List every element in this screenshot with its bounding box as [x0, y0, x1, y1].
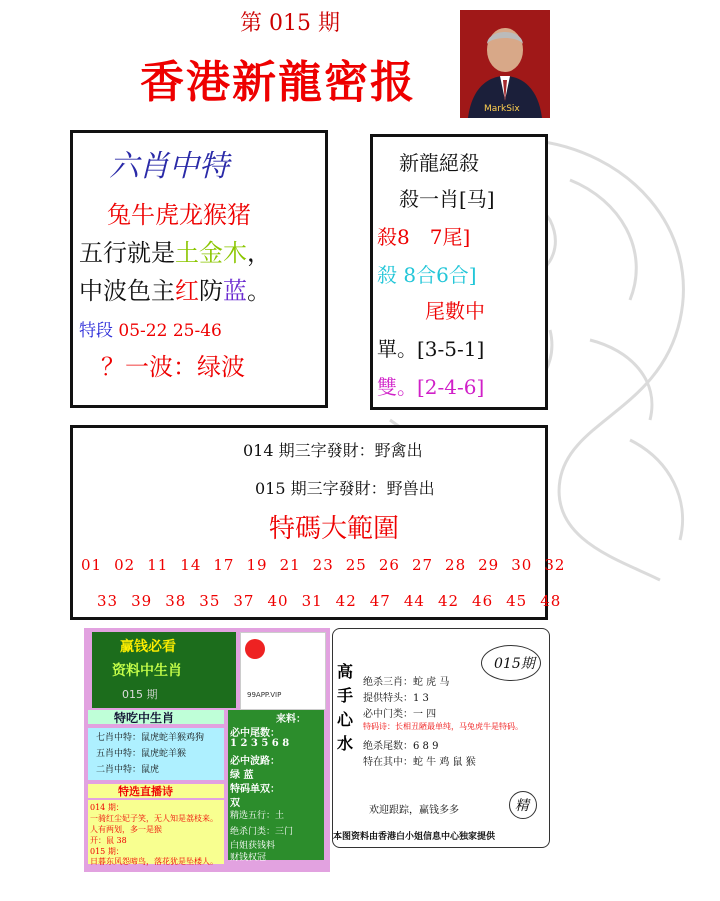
- range-number: 30: [511, 556, 533, 574]
- number-row-1: [81, 556, 577, 574]
- range-number: 48: [540, 592, 562, 610]
- range-number: 17: [213, 556, 235, 574]
- issue-015-riddle: 015 期三字發財：野兽出: [255, 479, 435, 498]
- pick-two: 二肖中特：鼠虎: [96, 765, 160, 775]
- wave-guard: 防: [199, 277, 223, 305]
- poem-result: 开：鼠 38: [90, 836, 127, 845]
- parity-value: 双: [230, 798, 240, 809]
- issue-bubble-text: 015期: [494, 656, 535, 672]
- pick-five: 五肖中特：鼠虎蛇羊猴: [96, 749, 187, 759]
- special-range-box: [70, 425, 566, 620]
- range-number: 33: [97, 592, 119, 610]
- banner-title: 赢钱必看: [120, 639, 176, 655]
- app-url: 99APP.VIP: [247, 691, 282, 699]
- kill-heading: 新龍絕殺: [399, 151, 479, 175]
- kill-three: 绝杀三肖：蛇 虎 马: [363, 677, 450, 688]
- zodiac-picks: [88, 728, 224, 780]
- range-number: 02: [114, 556, 136, 574]
- number-row-2: [97, 592, 574, 610]
- door-tip: 必中门类：一 四: [363, 709, 437, 720]
- range-number: 11: [147, 556, 169, 574]
- data-column: [228, 710, 324, 863]
- wave-color-line: [79, 271, 271, 306]
- brand-logo: MarkSix: [484, 104, 520, 114]
- poem-issue-014: 014 期：: [90, 803, 124, 812]
- side-char-4: 水: [337, 734, 354, 753]
- app-logo-icon: [245, 639, 265, 659]
- stamp: [509, 791, 537, 819]
- tail-label: 必中尾数：: [230, 728, 280, 739]
- zodiac-section-bar: [88, 710, 224, 724]
- wuxing-comma: ，: [247, 239, 271, 267]
- side-char-1: 高: [337, 662, 354, 681]
- range-number: 28: [445, 556, 467, 574]
- wave-prediction: ？一波：绿波: [101, 353, 245, 381]
- range-heading: 特碼大範圍: [269, 514, 400, 544]
- zodiac-animals: 兔牛虎龙猴猪: [107, 201, 251, 229]
- range-number: 26: [378, 556, 400, 574]
- banner-issue: 015 期: [122, 688, 158, 701]
- range-number: 01: [81, 556, 103, 574]
- extra-tip-2: 财钱权冠: [230, 853, 267, 863]
- app-ad: [240, 632, 326, 710]
- range-number: 21: [279, 556, 301, 574]
- portrait-photo: [460, 10, 550, 118]
- wave-color-label: 中波色主: [79, 277, 175, 305]
- wuxing-line: [79, 233, 271, 268]
- extra-tip: 白姐获钱料: [230, 841, 276, 851]
- poem-section-title: 特选直播诗: [118, 785, 173, 798]
- issue-bubble: [481, 645, 541, 681]
- poem-line-1: 一骑红尘妃子笑，无人知是荔枝来。: [90, 814, 218, 823]
- wuxing-elements: 土金木: [175, 239, 247, 267]
- issue-014-riddle: 014 期三字發財：野禽出: [243, 441, 423, 460]
- wave-label: 必中波路：: [230, 756, 280, 767]
- tail-heading: 尾數中: [425, 299, 485, 323]
- included-zodiacs: 特在其中：蛇 牛 鸡 鼠 猴: [363, 757, 476, 768]
- door-kill: 绝杀门类：三门: [230, 827, 294, 837]
- pick-seven: 七肖中特：鼠虎蛇羊猴鸡狗: [96, 733, 205, 743]
- tail-numbers: 1 2 3 5 6 8: [230, 738, 290, 749]
- six-zodiac-heading: 六肖中特: [109, 149, 229, 184]
- expert-tips-box: [332, 628, 550, 848]
- kill-tail: 殺8 7尾]: [377, 225, 471, 249]
- segment-value: 05-22 25-46: [118, 321, 222, 341]
- poem-section-bar: [88, 784, 224, 798]
- person-icon: [460, 10, 550, 118]
- range-number: 38: [165, 592, 187, 610]
- code-poem: 特码诗：长相丑陋最单纯，马兔虎牛是特码。: [363, 722, 523, 731]
- zodiac-section-title: 特吃中生肖: [114, 711, 175, 725]
- poem-area: [88, 800, 224, 864]
- head-tip: 提供特头：1 3: [363, 693, 429, 704]
- range-number: 32: [544, 556, 566, 574]
- wuxing-label: 五行就是: [79, 239, 175, 267]
- wave-red: 红: [175, 277, 199, 305]
- range-number: 27: [411, 556, 434, 574]
- source-footer: 本图资料由香港白小姐信息中心独家提供: [333, 832, 496, 842]
- green-banner: [92, 632, 236, 708]
- kill-combo: 殺 8合6合]: [377, 263, 477, 287]
- wave-period: 。: [247, 277, 271, 305]
- issue-number: 第 015 期: [240, 11, 340, 36]
- welcome-text: 欢迎跟踪，赢钱多多: [369, 805, 459, 816]
- even-tails: 雙。[2-4-6]: [377, 375, 485, 399]
- info-panel-left: [84, 628, 330, 872]
- data-head: 来料：: [276, 714, 306, 725]
- kill-box: [370, 134, 548, 410]
- kill-tail-numbers: 绝杀尾数：6 8 9: [363, 741, 439, 752]
- range-number: 23: [312, 556, 334, 574]
- wave-blue: 蓝: [223, 277, 247, 305]
- poem-hint: 人有两划，多一是猴: [90, 825, 162, 834]
- range-number: 35: [199, 592, 221, 610]
- wave-values: 绿 蓝: [230, 770, 254, 781]
- kill-zodiac: 殺一肖[马]: [399, 187, 495, 211]
- range-number: 46: [472, 592, 494, 610]
- special-segment: [79, 316, 222, 341]
- range-number: 45: [506, 592, 528, 610]
- range-number: 31: [301, 592, 323, 610]
- six-zodiac-box: [70, 130, 328, 408]
- side-char-3: 心: [337, 710, 354, 729]
- parity-label: 特码单双：: [230, 784, 280, 795]
- page-title: 香港新龍密报: [140, 57, 416, 108]
- poem-issue-015: 015 期：: [90, 847, 124, 856]
- range-number: 39: [131, 592, 153, 610]
- range-number: 42: [437, 592, 460, 610]
- odd-tails: 單。[3-5-1]: [377, 337, 485, 361]
- range-number: 40: [267, 592, 289, 610]
- range-number: 44: [403, 592, 425, 610]
- side-char-2: 手: [337, 686, 354, 705]
- segment-label: 特段: [79, 321, 113, 341]
- banner-subtitle: 资料中生肖: [112, 663, 182, 679]
- range-number: 29: [478, 556, 500, 574]
- range-number: 47: [369, 592, 391, 610]
- element-pick: 精选五行：土: [230, 811, 285, 821]
- stamp-text: 精: [515, 798, 529, 814]
- poem-line-2: 日暮东风怨啼鸟，落花犹是坠楼人。: [90, 857, 218, 866]
- range-number: 14: [180, 556, 202, 574]
- range-number: 25: [345, 556, 367, 574]
- range-number: 42: [335, 592, 357, 610]
- range-number: 37: [233, 592, 255, 610]
- range-number: 19: [246, 556, 268, 574]
